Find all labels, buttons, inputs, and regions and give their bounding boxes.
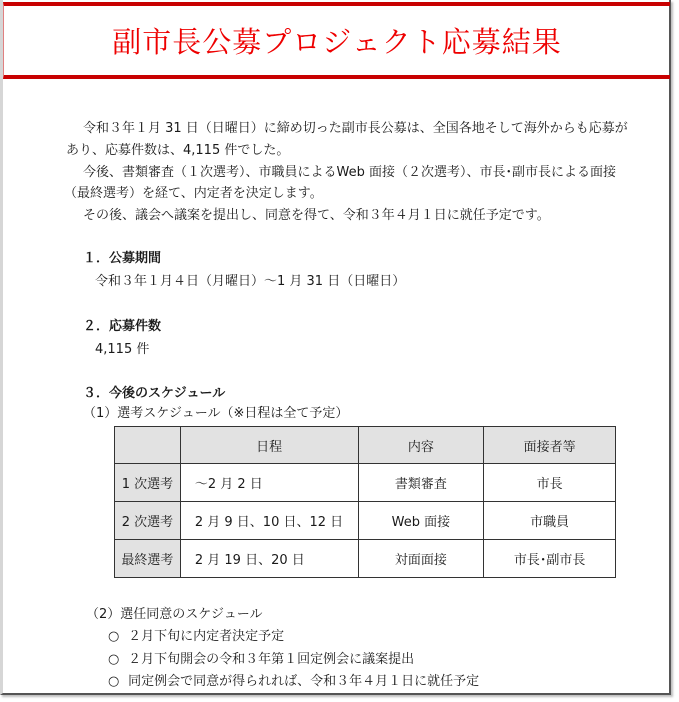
intro-paragraph-line: その後、議会へ議案を提出し、同意を得て、令和３年４月１日に就任予定です。 (83, 208, 550, 223)
list-item-text: 同定例会で同意が得られれば、令和３年４月１日に就任予定 (128, 674, 480, 689)
table-header-cell: 内容 (358, 427, 484, 464)
count-text: 4,115 件 (95, 342, 150, 357)
stage-cell: 1 次選考 (115, 464, 181, 502)
interviewer-cell: 市長 (484, 464, 616, 502)
page-title: 副市長公募プロジェクト応募結果 (112, 25, 562, 59)
date-cell: 2 月 9 日、10 日、12 日 (180, 502, 358, 540)
section-heading-period: １．公募期間 (83, 251, 162, 266)
table-row (115, 540, 616, 578)
interviewer-cell: 市職員 (484, 502, 616, 540)
interviewer-cell: 市長･副市長 (484, 540, 616, 578)
list-item (108, 651, 414, 669)
content-cell: 対面面接 (358, 540, 484, 578)
content-cell: 書類審査 (358, 464, 484, 502)
stage-cell: 2 次選考 (115, 502, 181, 540)
circle-bullet-icon: ○ (108, 674, 120, 689)
list-item (108, 628, 284, 646)
title-banner (3, 2, 670, 79)
section-heading-count: ２．応募件数 (83, 319, 162, 334)
list-item (108, 673, 479, 691)
table-row (115, 502, 616, 540)
content-cell: Web 面接 (358, 502, 484, 540)
intro-paragraph-line: 令和３年１月 31 日（日曜日）に締め切った副市長公募は、全国各地そして海外からも応募が (83, 121, 628, 136)
table-header-cell (115, 427, 181, 464)
circle-bullet-icon: ○ (108, 652, 120, 667)
period-text: 令和３年１月４日（月曜日）～1 月 31 日（日曜日） (95, 274, 406, 289)
intro-paragraph-line: （最終選考）を経て、内定者を決定します。 (64, 186, 323, 201)
subheading-consent-schedule: （2）選任同意のスケジュール (86, 607, 263, 622)
intro-paragraph-line: あり、応募件数は、4,115 件でした。 (66, 143, 290, 158)
list-item-text: ２月下旬に内定者決定予定 (128, 629, 285, 644)
list-item-text: ２月下旬開会の令和３年第１回定例会に議案提出 (128, 652, 415, 667)
table-header-cell: 面接者等 (484, 427, 616, 464)
date-cell: 2 月 19 日、20 日 (180, 540, 358, 578)
circle-bullet-icon: ○ (108, 629, 120, 644)
intro-paragraph-line: 今後、書類審査（１次選考）、市職員によるWeb 面接（２次選考）、市長･副市長による面接 (83, 165, 616, 180)
table-row (115, 464, 616, 502)
table-header-row (115, 427, 616, 464)
section-heading-schedule: ３．今後のスケジュール (83, 386, 226, 401)
date-cell: ～2 月 2 日 (180, 464, 358, 502)
selection-schedule-table (114, 426, 616, 578)
stage-cell: 最終選考 (115, 540, 181, 578)
table-header-cell: 日程 (180, 427, 358, 464)
subheading-selection-schedule: （1）選考スケジュール（※日程は全て予定） (83, 406, 349, 421)
